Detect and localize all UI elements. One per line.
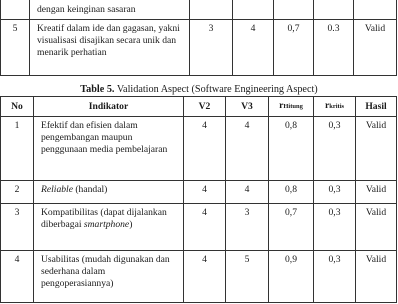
cell-hasil: Valid: [356, 117, 397, 181]
cell-indikator-italic: smartphone: [83, 219, 130, 230]
caption-text: Validation Aspect (Software Engineering Aspect): [114, 84, 318, 95]
table-row: [1, 20, 397, 76]
validation-table: [0, 96, 397, 303]
table-row: [1, 117, 397, 181]
cell-no: 2: [1, 181, 34, 204]
cell-no: 1: [1, 117, 34, 181]
cell-indikator-text: Kompatibilitas (dapat dijalankan diberbagai: [41, 207, 167, 230]
cell-v2: [190, 0, 233, 20]
table-row: [1, 181, 397, 204]
cell-v3: [233, 0, 274, 20]
cell-indikator-italic: Reliable: [41, 184, 73, 195]
cell-no: 5: [1, 20, 30, 76]
cell-v3: 4: [226, 181, 269, 204]
cell-indikator-rest: ): [129, 219, 133, 230]
cell-hasil: Valid: [356, 181, 397, 204]
cell-rhitung: [274, 0, 314, 20]
cell-indikator: Usabilitas (mudah digunakan dan sederhana dalam pengoperasiannya): [34, 251, 184, 303]
cell-rhitung: 0,7: [274, 20, 314, 76]
cell-v2: 4: [184, 181, 226, 204]
cell-hasil: Valid: [356, 204, 397, 251]
header-v3: V3: [226, 97, 269, 117]
cell-v3: 5: [226, 251, 269, 303]
table-row: [1, 251, 397, 303]
cell-no: [1, 0, 30, 20]
header-rhitung: [269, 97, 314, 117]
cell-rkritis: [314, 0, 354, 20]
header-hasil: Hasil: [356, 97, 397, 117]
cell-rkritis: 0.3: [314, 20, 354, 76]
cell-hasil: Valid: [356, 251, 397, 303]
cell-rkritis: 0,3: [314, 181, 356, 204]
cell-rhitung: 0,8: [269, 181, 314, 204]
header-no: No: [1, 97, 34, 117]
header-v2: V2: [184, 97, 226, 117]
cell-hasil: [354, 0, 397, 20]
header-rkritis-r: r: [324, 100, 330, 111]
header-indikator: Indikator: [34, 97, 184, 117]
header-rkritis: [314, 97, 356, 117]
cell-indikator: Kreatif dalam ide dan gagasan, yakni visualisasi disajikan secara unik dan menarik perhatian: [30, 20, 190, 76]
cell-v2: 4: [184, 204, 226, 251]
cell-indikator: dengan keinginan sasaran: [30, 0, 190, 20]
cell-no: 4: [1, 251, 34, 303]
cell-v3: 4: [226, 117, 269, 181]
caption-label: Table 5.: [80, 84, 115, 95]
cell-v3: 4: [233, 20, 274, 76]
cell-rkritis: 0,3: [314, 251, 356, 303]
cell-rhitung: 0,7: [269, 204, 314, 251]
header-rhitung-sub: Hitung: [283, 103, 303, 110]
cell-rkritis: 0,3: [314, 204, 356, 251]
previous-table: [0, 0, 397, 76]
cell-indikator: Efektif dan efisien dalam pengembangan maupun penggunaan media pembelajaran: [34, 117, 184, 181]
table-caption: [0, 84, 398, 96]
table-row: [1, 204, 397, 251]
header-rkritis-sub: kritis: [329, 103, 345, 110]
cell-indikator: [34, 204, 184, 251]
cell-indikator: [34, 181, 184, 204]
cell-rhitung: 0,8: [269, 117, 314, 181]
cell-no: 3: [1, 204, 34, 251]
cell-rhitung: 0,9: [269, 251, 314, 303]
cell-rkritis: 0,3: [314, 117, 356, 181]
cell-hasil: Valid: [354, 20, 397, 76]
cell-indikator-rest: (handal): [72, 184, 108, 195]
cell-v2: 4: [184, 251, 226, 303]
cell-v3: 3: [226, 204, 269, 251]
table-header-row: [1, 97, 397, 117]
table-row: [1, 0, 397, 20]
cell-v2: 4: [184, 117, 226, 181]
header-rhitung-r: r: [279, 100, 284, 111]
cell-v2: 3: [190, 20, 233, 76]
